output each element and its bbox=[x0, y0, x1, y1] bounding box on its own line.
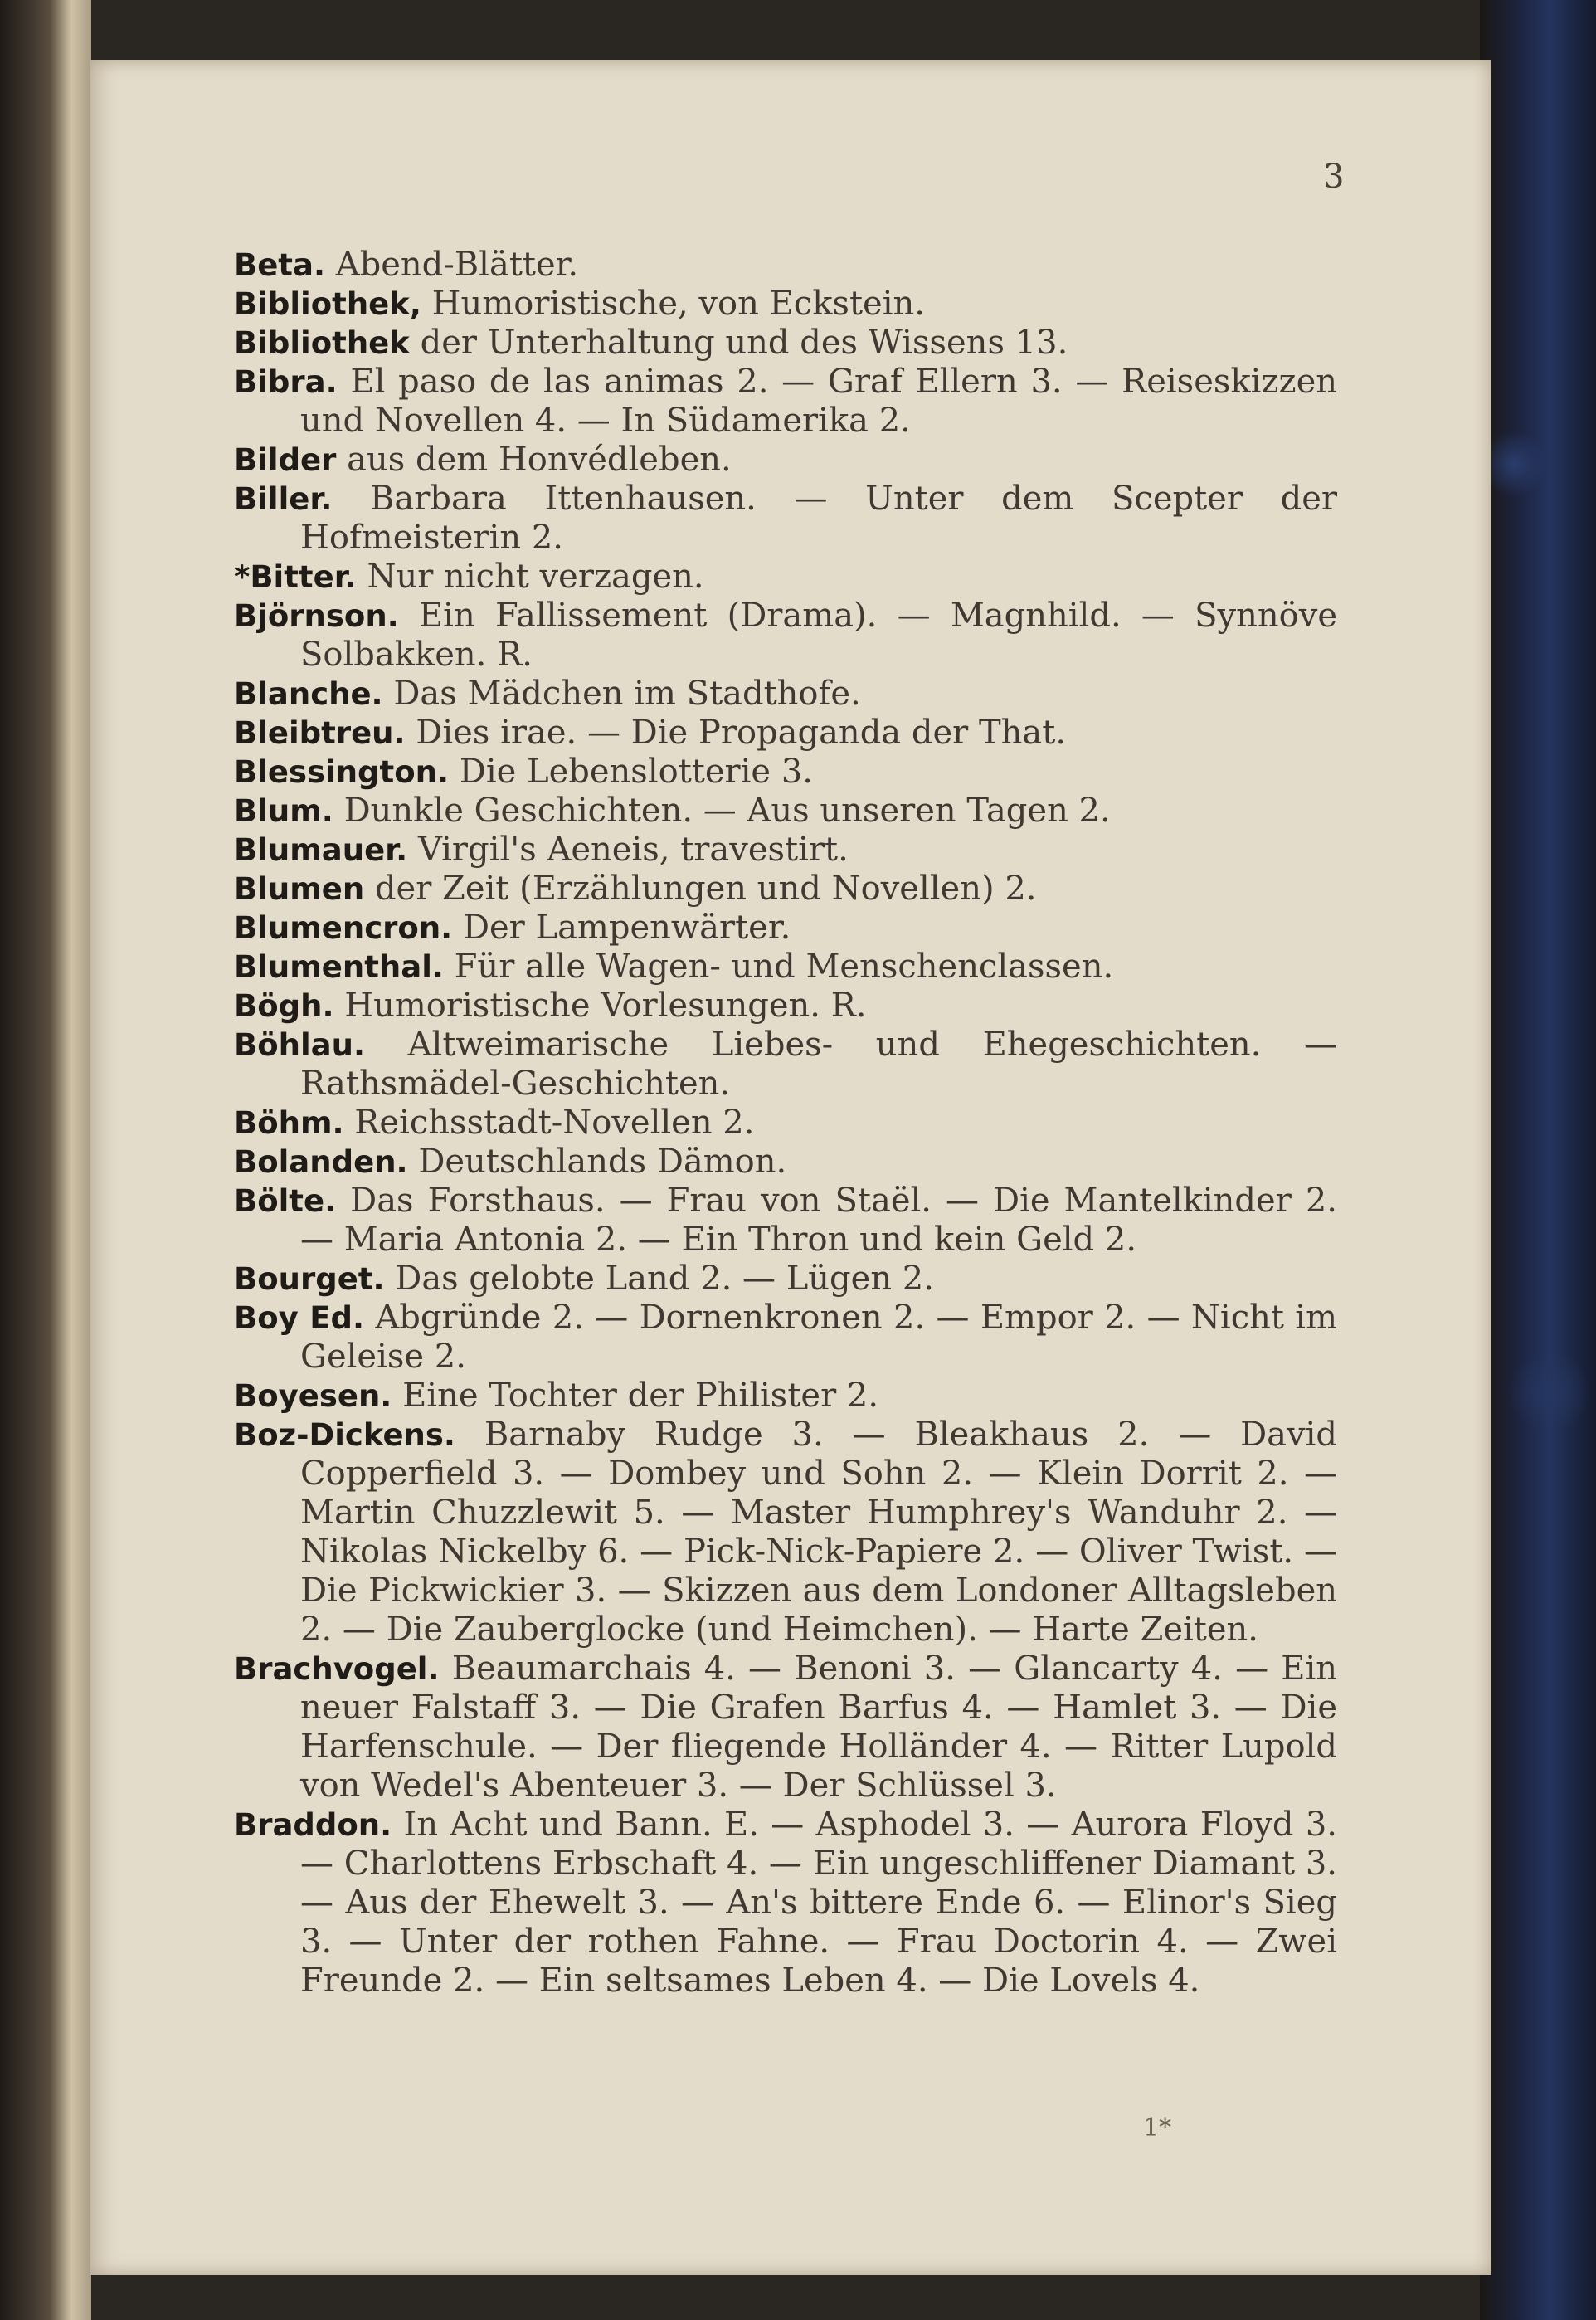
entry-titles: Humoristische Vorlesungen. R. bbox=[344, 987, 867, 1025]
author-name: Björnson. bbox=[234, 598, 399, 634]
entry-titles: Der Lampenwärter. bbox=[462, 909, 791, 947]
author-name: Blumenthal. bbox=[234, 949, 444, 985]
author-name: Blumencron. bbox=[234, 910, 453, 946]
catalog-entry-list bbox=[234, 246, 1337, 2001]
entry-titles: Ein Fallissement (Drama). — Magnhild. — Synnöve Solbakken. R. bbox=[300, 597, 1337, 674]
entry-titles: Nur nicht verzagen. bbox=[367, 558, 704, 596]
entry-titles: Altweimarische Liebes- und Ehegeschichten. — Rathsmädel-Geschichten. bbox=[300, 1026, 1337, 1103]
author-name: Blessington. bbox=[234, 754, 450, 790]
book-binding-left bbox=[0, 0, 91, 2320]
catalog-entry bbox=[234, 1377, 1337, 1416]
entry-titles: Das gelobte Land 2. — Lügen 2. bbox=[395, 1260, 934, 1298]
catalog-entry bbox=[234, 870, 1337, 909]
catalog-entry bbox=[234, 246, 1337, 285]
catalog-entry bbox=[234, 714, 1337, 753]
catalog-entry bbox=[234, 285, 1337, 324]
author-name: Blanche. bbox=[234, 676, 383, 712]
catalog-entry bbox=[234, 1650, 1337, 1806]
author-name: Bleibtreu. bbox=[234, 715, 406, 751]
catalog-entry bbox=[234, 675, 1337, 714]
author-name: Brachvogel. bbox=[234, 1651, 440, 1687]
entry-titles: Abend-Blätter. bbox=[335, 246, 579, 284]
author-name: Bögh. bbox=[234, 988, 334, 1024]
entry-titles: Deutschlands Dämon. bbox=[418, 1143, 787, 1181]
author-name: Bibliothek bbox=[234, 325, 410, 361]
author-name: Boz-Dickens. bbox=[234, 1417, 455, 1453]
author-name: Blum. bbox=[234, 793, 333, 829]
author-name: Blumauer. bbox=[234, 832, 408, 868]
catalog-entry bbox=[234, 1182, 1337, 1260]
entry-titles: Die Lebenslotterie 3. bbox=[459, 753, 813, 791]
entry-titles: der Unterhaltung und des Wissens 13. bbox=[420, 324, 1068, 362]
entry-titles: Das Mädchen im Stadthofe. bbox=[393, 675, 861, 713]
author-name: Bölte. bbox=[234, 1183, 337, 1219]
catalog-entry bbox=[234, 363, 1337, 441]
catalog-entry bbox=[234, 909, 1337, 948]
catalog-entry bbox=[234, 1143, 1337, 1182]
catalog-entry bbox=[234, 597, 1337, 675]
author-name: Bilder bbox=[234, 442, 337, 478]
author-name: Bibra. bbox=[234, 364, 338, 400]
entry-titles: Virgil's Aeneis, travestirt. bbox=[417, 831, 849, 869]
author-name: *Bitter. bbox=[234, 559, 357, 595]
entry-titles: Reichsstadt-Novellen 2. bbox=[354, 1104, 755, 1142]
entry-titles: Dies irae. — Die Propaganda der That. bbox=[416, 714, 1067, 752]
entry-titles: Humoristische, von Eckstein. bbox=[431, 285, 925, 323]
author-name: Bibliothek, bbox=[234, 286, 421, 322]
entry-titles: Für alle Wagen- und Menschenclassen. bbox=[454, 948, 1114, 986]
book-cover-marbled-edge bbox=[1480, 0, 1596, 2320]
catalog-entry bbox=[234, 1299, 1337, 1377]
catalog-entry bbox=[234, 753, 1337, 792]
catalog-entry bbox=[234, 831, 1337, 870]
entry-titles: Eine Tochter der Philister 2. bbox=[402, 1377, 879, 1415]
author-name: Braddon. bbox=[234, 1807, 392, 1843]
catalog-entry bbox=[234, 1416, 1337, 1650]
printer-signature-mark: 1* bbox=[1143, 2113, 1172, 2142]
catalog-entry bbox=[234, 1026, 1337, 1104]
catalog-entry bbox=[234, 1806, 1337, 2001]
catalog-entry bbox=[234, 480, 1337, 558]
author-name: Bourget. bbox=[234, 1261, 385, 1297]
entry-titles: Barnaby Rudge 3. — Bleakhaus 2. — David Copperfield 3. — Dombey und Sohn 2. — Klein Dorrit 2. — Martin Chuzzlewit 5. — Master Humphrey's Wanduhr 2. — Nikolas Nickelby 6. — Pick-Nick-Papiere 2. — Oliver Twist. — Die Pickwickier 3. — Skizzen aus dem Londoner Alltagsleben 2. — Die Zauberglocke (und Heimchen). — Harte Zeiten. bbox=[300, 1416, 1337, 1649]
author-name: Biller. bbox=[234, 481, 333, 517]
author-name: Böhlau. bbox=[234, 1027, 366, 1063]
catalog-entry bbox=[234, 987, 1337, 1026]
entry-titles: Dunkle Geschichten. — Aus unseren Tagen 2. bbox=[343, 792, 1111, 830]
author-name: Blumen bbox=[234, 871, 365, 907]
entry-titles: Das Forsthaus. — Frau von Staël. — Die Mantelkinder 2. — Maria Antonia 2. — Ein Thron und kein Geld 2. bbox=[300, 1182, 1337, 1259]
entry-titles: In Acht und Bann. E. — Asphodel 3. — Aurora Floyd 3. — Charlottens Erbschaft 4. — Ein ungeschliffener Diamant 3. — Aus der Ehewelt 3. — An's bittere Ende 6. — Elinor's Sieg 3. — Unter der rothen Fahne. — Frau Doctorin 4. — Zwei Freunde 2. — Ein seltsames Leben 4. — Die Lovels 4. bbox=[300, 1806, 1337, 2000]
entry-titles: der Zeit (Erzählungen und Novellen) 2. bbox=[374, 870, 1037, 908]
entry-titles: aus dem Honvédleben. bbox=[347, 441, 732, 479]
catalog-entry bbox=[234, 948, 1337, 987]
catalog-entry bbox=[234, 1104, 1337, 1143]
entry-titles: Barbara Ittenhausen. — Unter dem Scepter der Hofmeisterin 2. bbox=[300, 480, 1338, 557]
page-number: 3 bbox=[1323, 158, 1345, 196]
entry-titles: Abgründe 2. — Dornenkronen 2. — Empor 2. — Nicht im Geleise 2. bbox=[300, 1299, 1338, 1376]
catalog-entry bbox=[234, 441, 1337, 480]
author-name: Boyesen. bbox=[234, 1378, 392, 1414]
author-name: Böhm. bbox=[234, 1105, 344, 1141]
catalog-entry bbox=[234, 558, 1337, 597]
entry-titles: El paso de las animas 2. — Graf Ellern 3. — Reiseskizzen und Novellen 4. — In Südamerika 2. bbox=[300, 363, 1338, 440]
author-name: Boy Ed. bbox=[234, 1300, 365, 1336]
author-name: Beta. bbox=[234, 247, 326, 283]
catalog-entry bbox=[234, 792, 1337, 831]
catalog-entry bbox=[234, 324, 1337, 363]
catalog-entry bbox=[234, 1260, 1337, 1299]
author-name: Bolanden. bbox=[234, 1144, 408, 1180]
entry-titles: Beaumarchais 4. — Benoni 3. — Glancarty 4. — Ein neuer Falstaff 3. — Die Grafen Barfus 4. — Hamlet 3. — Die Harfenschule. — Der fliegende Holländer 4. — Ritter Lupold von Wedel's Abenteuer 3. — Der Schlüssel 3. bbox=[300, 1650, 1338, 1805]
